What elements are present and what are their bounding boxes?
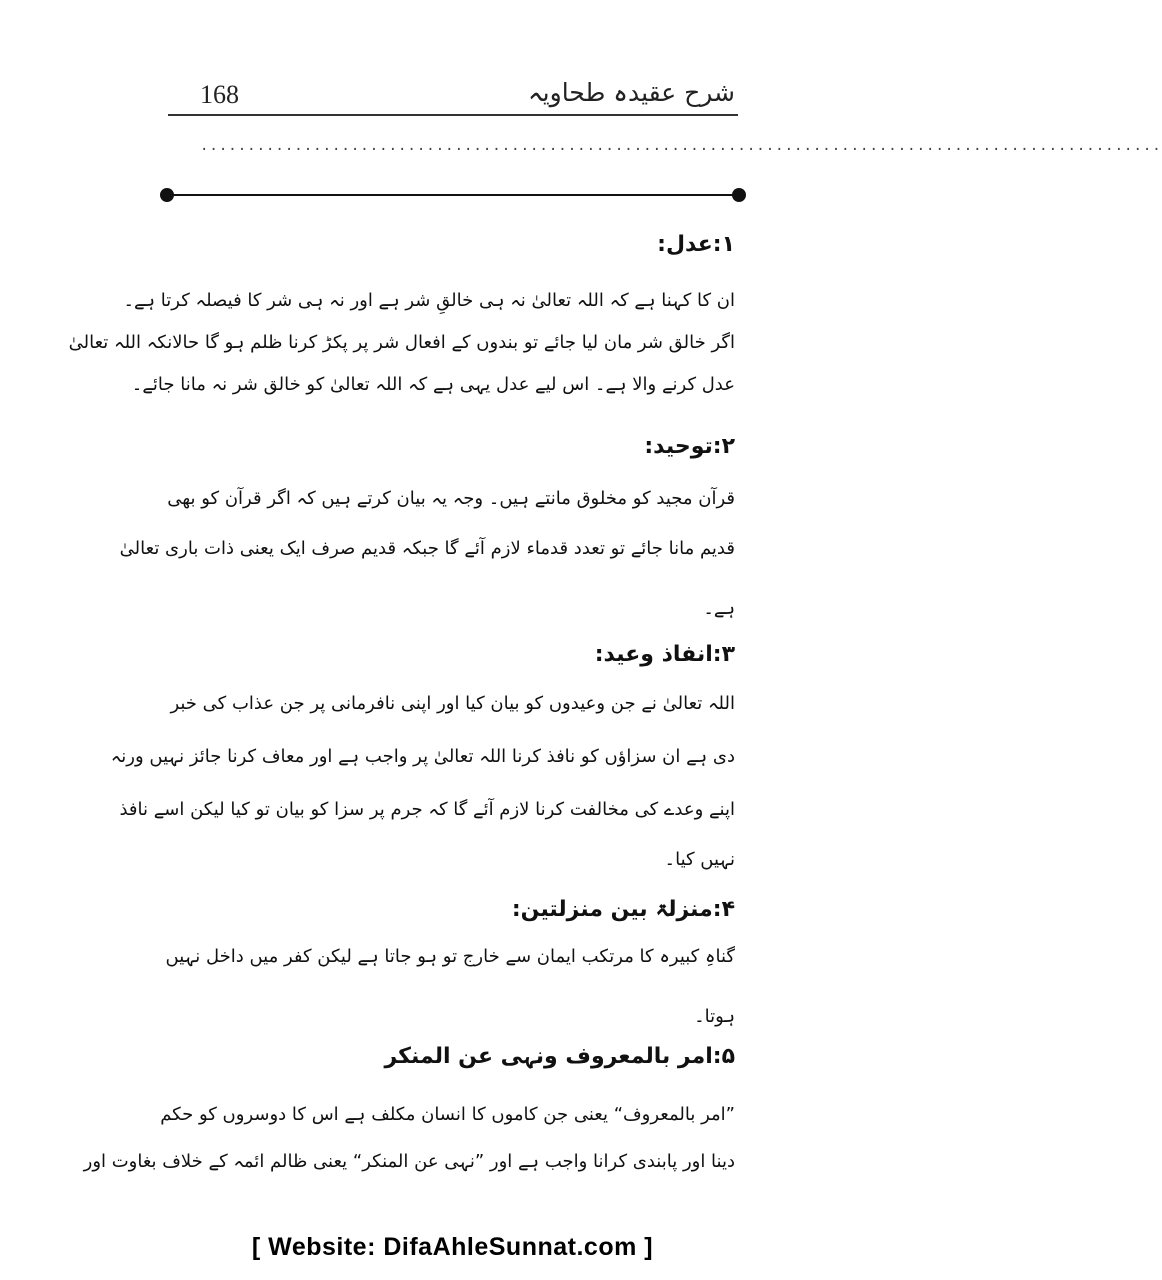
body-line: نہیں کیا۔ (664, 849, 735, 870)
body-line: گناہِ کبیرہ کا مرتکب ایمان سے خارج تو ہو جاتا ہے لیکن کفر میں داخل نہیں (165, 946, 735, 967)
body-line: اگر خالق شر مان لیا جائے تو بندوں کے افعال شر پر پکڑ کرنا ظلم ہو گا حالانکہ اللہ تعالیٰ (68, 332, 735, 353)
page-number: 168 (200, 80, 239, 109)
body-line: عدل کرنے والا ہے۔ اس لیے عدل یہی ہے کہ اللہ تعالیٰ کو خالق شر نہ مانا جائے۔ (131, 374, 735, 395)
book-title: شرح عقیدہ طحاویہ (528, 78, 735, 107)
website-footer: [ Website: DifaAhleSunnat.com ] (251, 1233, 654, 1261)
dotted-separator: ...................................................................................................... (200, 138, 1162, 154)
body-line: دینا اور پابندی کرانا واجب ہے اور ”نہی عن المنکر“ یعنی ظالم ائمہ کے خلاف بغاوت اور (83, 1151, 735, 1172)
body-line: قرآن مجید کو مخلوق مانتے ہیں۔ وجہ یہ بیان کرتے ہیں کہ اگر قرآن کو بھی (167, 488, 735, 509)
body-line: ہوتا۔ (694, 1006, 735, 1027)
divider-line (168, 194, 738, 196)
body-line: اللہ تعالیٰ نے جن وعیدوں کو بیان کیا اور اپنی نافرمانی پر جن عذاب کی خبر (170, 693, 735, 714)
section-heading-amr-bil-maroof: ۵:امر بالمعروف ونہی عن المنکر (384, 1044, 735, 1069)
divider-dot-left (160, 188, 174, 202)
body-line: ”امر بالمعروف“ یعنی جن کاموں کا انسان مکلف ہے اس کا دوسروں کو حکم (160, 1104, 735, 1125)
section-heading-tawheed: ۲:توحید: (644, 434, 735, 459)
divider-dot-right (732, 188, 746, 202)
ornamental-divider (160, 186, 746, 204)
body-line: اپنے وعدے کی مخالفت کرنا لازم آئے گا کہ جرم پر سزا کو بیان تو کیا لیکن اسے نافذ (119, 799, 735, 820)
body-line: ہے۔ (703, 598, 735, 619)
body-line: قدیم مانا جائے تو تعدد قدماء لازم آئے گا جبکہ قدیم صرف ایک یعنی ذات باری تعالیٰ (119, 538, 735, 559)
section-heading-adl: ۱:عدل: (657, 232, 735, 257)
header-rule (168, 114, 738, 116)
body-line: ان کا کہنا ہے کہ اللہ تعالیٰ نہ ہی خالقِ شر ہے اور نہ ہی شر کا فیصلہ کرتا ہے۔ (123, 290, 735, 311)
body-line: دی ہے ان سزاؤں کو نافذ کرنا اللہ تعالیٰ پر واجب ہے اور معاف کرنا جائز نہیں ورنہ (110, 746, 735, 767)
section-heading-infaz-waeed: ۳:انفاذ وعید: (594, 642, 735, 667)
section-heading-manzila: ۴:منزلۃ بین منزلتین: (511, 897, 735, 922)
